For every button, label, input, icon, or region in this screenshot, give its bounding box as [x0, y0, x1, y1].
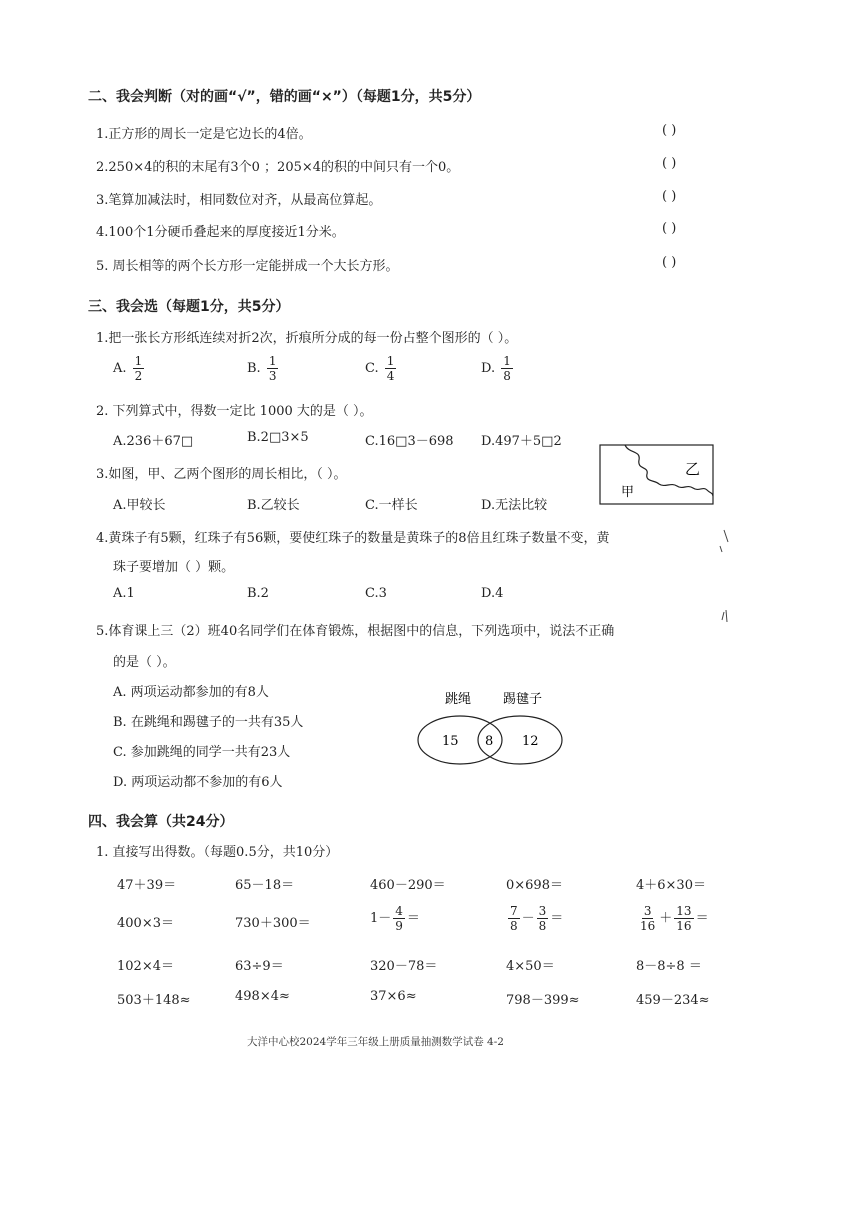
calc-item: 798－399≈ — [506, 993, 580, 1008]
calc-item: 460－290＝ — [370, 878, 446, 893]
calc-subtitle: 1. 直接写出得数。（每题0.5分，共10分） — [96, 845, 339, 860]
choice-q5-option-a[interactable]: A. 两项运动都参加的有8人 — [113, 685, 269, 700]
fraction — [537, 904, 549, 933]
numerator: 7 — [510, 904, 518, 918]
judge-item-5: 5. 周长相等的两个长方形一定能拼成一个大长方形。 — [96, 259, 399, 274]
calc-item: 459－234≈ — [636, 993, 710, 1008]
judge-item-3: 3.笔算加减法时，相同数位对齐，从最高位算起。 — [96, 193, 382, 208]
choice-q3-text: 3.如图，甲、乙两个图形的周长相比，（ ）。 — [96, 467, 347, 482]
numerator: 1 — [503, 354, 511, 368]
denominator: 2 — [134, 369, 143, 383]
fraction — [385, 354, 397, 383]
numerator: 3 — [643, 904, 652, 918]
venn-both: 8 — [485, 734, 494, 749]
fraction — [133, 354, 145, 383]
numerator: 1 — [386, 354, 395, 368]
choice-q4-option-d[interactable]: D.4 — [481, 586, 504, 601]
venn-diagram — [410, 688, 570, 770]
denominator: 9 — [395, 919, 403, 933]
page-footer: 大洋中心校2024学年三年级上册质量抽测数学试卷 4-2 — [247, 1036, 504, 1048]
judge-blank-4[interactable]: ( ) — [662, 221, 677, 236]
choice-q3-option-b[interactable]: B.乙较长 — [247, 498, 300, 513]
fraction — [674, 904, 693, 933]
fraction — [508, 904, 520, 933]
denominator: 4 — [386, 369, 395, 383]
section-4-title: 四、我会算（共24分） — [88, 814, 234, 830]
choice-q1-option-c[interactable] — [365, 354, 398, 383]
choice-q2-option-c[interactable]: C.16□3－698 — [365, 434, 454, 449]
choice-q2-option-d[interactable]: D.497＋5□2 — [481, 434, 562, 449]
choice-q2-option-a[interactable]: A.236＋67□ — [113, 434, 194, 449]
option-label: A. — [113, 361, 127, 376]
calc-item: 730＋300＝ — [235, 916, 311, 931]
choice-q5-option-c[interactable]: C. 参加跳绳的同学一共有23人 — [113, 745, 291, 760]
denominator: 3 — [268, 369, 277, 383]
choice-q4-line2: 珠子要增加（ ）颗。 — [113, 560, 235, 575]
calc-item: 4＋6×30＝ — [636, 878, 706, 893]
denominator: 8 — [503, 369, 511, 383]
numerator: 13 — [676, 904, 692, 918]
venn-label-jump-rope: 跳绳 — [445, 692, 472, 707]
option-label: C. — [365, 361, 379, 376]
judge-blank-5[interactable]: ( ) — [662, 255, 677, 270]
denominator: 8 — [510, 919, 518, 933]
calc-item: 47＋39＝ — [117, 878, 177, 893]
judge-item-1: 1.正方形的周长一定是它边长的4倍。 — [96, 127, 312, 142]
calc-item: 400×3＝ — [117, 916, 174, 931]
choice-q3-option-d[interactable]: D.无法比较 — [481, 498, 548, 513]
choice-q4-line1: 4.黄珠子有5颗，红珠子有56颗，要使红珠子的数量是黄珠子的8倍且红珠子数量不变，黄 — [96, 531, 610, 546]
choice-q1-option-d[interactable] — [481, 354, 515, 383]
calc-item: 37×6≈ — [370, 989, 417, 1004]
numerator: 4 — [395, 904, 403, 918]
calc-item: 498×4≈ — [235, 989, 290, 1004]
calc-suffix: ＝ — [406, 911, 420, 926]
denominator: 16 — [676, 919, 692, 933]
choice-q4-option-b[interactable]: B.2 — [247, 586, 269, 601]
fraction — [638, 904, 657, 933]
calc-item: 4×50＝ — [506, 959, 555, 974]
judge-blank-2[interactable]: ( ) — [662, 156, 677, 171]
calc-operator: ＋ — [659, 911, 673, 926]
venn-label-shuttlecock: 踢毽子 — [503, 692, 543, 707]
judge-item-4: 4.100个1分硬币叠起来的厚度接近1分米。 — [96, 225, 345, 240]
calc-item: 0×698＝ — [506, 878, 563, 893]
calc-item-fraction-2 — [506, 904, 563, 933]
choice-q5-line1: 5.体育课上三（2）班40名同学们在体育锻炼，根据图中的信息，下列选项中，说法不正确 — [96, 624, 615, 639]
pencil-mark — [716, 526, 736, 626]
figure-label-yi: 乙 — [685, 460, 701, 478]
numerator: 1 — [268, 354, 277, 368]
choice-q1-option-a[interactable] — [113, 354, 146, 383]
choice-q3-option-c[interactable]: C.一样长 — [365, 498, 418, 513]
venn-right-only: 12 — [522, 734, 539, 749]
choice-q5-option-d[interactable]: D. 两项运动都不参加的有6人 — [113, 775, 283, 790]
calc-item: 65－18＝ — [235, 878, 295, 893]
calc-item: 503＋148≈ — [117, 993, 191, 1008]
numerator: 1 — [134, 354, 143, 368]
fraction — [393, 904, 405, 933]
figure-label-jia: 甲 — [621, 485, 635, 500]
judge-blank-1[interactable]: ( ) — [662, 123, 677, 138]
choice-q4-option-c[interactable]: C.3 — [365, 586, 387, 601]
perimeter-figure — [599, 444, 715, 506]
choice-q1-text: 1.把一张长方形纸连续对折2次，折痕所分成的每一份占整个图形的（ ）。 — [96, 331, 518, 346]
choice-q2-text: 2. 下列算式中，得数一定比 1000 大的是（ ）。 — [96, 404, 373, 419]
choice-q4-option-a[interactable]: A.1 — [113, 586, 135, 601]
calc-suffix: ＝ — [550, 911, 564, 926]
calc-item-fraction-3 — [636, 904, 709, 933]
calc-item: 320－78＝ — [370, 959, 438, 974]
calc-item: 63÷9＝ — [235, 959, 284, 974]
option-label: D. — [481, 361, 496, 376]
judge-item-2: 2.250×4的积的末尾有3个0 ；205×4的积的中间只有一个0。 — [96, 160, 460, 175]
section-3-title: 三、我会选（每题1分，共5分） — [88, 299, 290, 315]
calc-item: 8－8÷8 ＝ — [636, 959, 702, 974]
judge-blank-3[interactable]: ( ) — [662, 189, 677, 204]
choice-q3-option-a[interactable]: A.甲较长 — [113, 498, 166, 513]
denominator: 16 — [640, 919, 656, 933]
calc-operator: － — [521, 911, 535, 926]
calc-item-fraction-1 — [370, 904, 420, 933]
denominator: 8 — [538, 919, 547, 933]
choice-q5-line2: 的是（ ）。 — [113, 655, 176, 670]
calc-prefix: 1－ — [370, 911, 392, 926]
fraction — [267, 354, 279, 383]
numerator: 3 — [538, 904, 547, 918]
fraction — [501, 354, 513, 383]
section-2-title: 二、我会判断（对的画“√”，错的画“×”）（每题1分，共5分） — [88, 89, 481, 105]
choice-q2-option-b[interactable]: B.2□3×5 — [247, 430, 309, 445]
choice-q5-option-b[interactable]: B. 在跳绳和踢毽子的一共有35人 — [113, 715, 304, 730]
option-label: B. — [247, 361, 261, 376]
venn-left-only: 15 — [442, 734, 459, 749]
calc-item: 102×4＝ — [117, 959, 174, 974]
choice-q1-option-b[interactable] — [247, 354, 280, 383]
calc-suffix: ＝ — [695, 911, 709, 926]
